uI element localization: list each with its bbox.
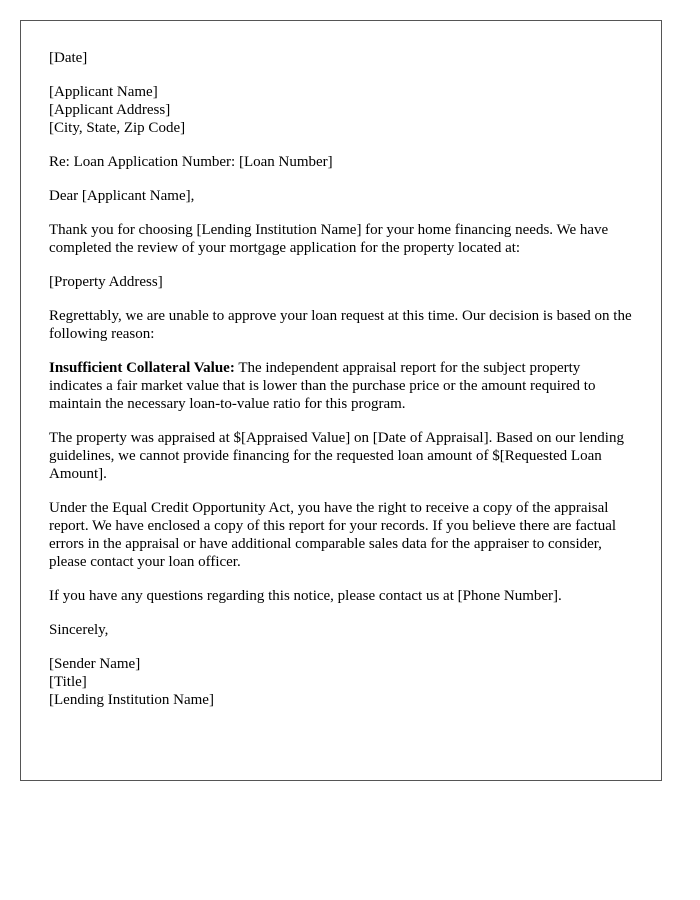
sender-title: [Title] <box>49 674 87 690</box>
sender-institution: [Lending Institution Name] <box>49 692 214 708</box>
reason-label: Insufficient Collateral Value: <box>49 360 235 376</box>
decision-paragraph: Regrettably, we are unable to approve your loan request at this time. Our decision is based on the following reason: <box>49 308 632 342</box>
recipient-address: [Applicant Address] <box>49 102 171 118</box>
property-address: [Property Address] <box>49 274 163 290</box>
reference-line: Re: Loan Application Number: [Loan Number] <box>49 154 333 170</box>
rights-paragraph: Under the Equal Credit Opportunity Act, you have the right to receive a copy of the appraisal report. We have enclosed a copy of this report for your records. If you believe there are factual errors in the appraisal or have additional comparable sales data for the appraiser to consider, please contact your loan officer. <box>49 500 617 570</box>
closing: Sincerely, <box>49 622 109 638</box>
appraisal-paragraph: The property was appraised at $[Appraised Value] on [Date of Appraisal]. Based on our lending guidelines, we cannot provide financing for the requested loan amount of $[Requested Loan Amount]. <box>49 430 624 482</box>
recipient-city-state-zip: [City, State, Zip Code] <box>49 120 186 136</box>
letter <box>20 20 662 781</box>
intro-paragraph: Thank you for choosing [Lending Institution Name] for your home financing needs. We have completed the review of your mortgage application for the property located at: <box>49 222 609 256</box>
recipient-block <box>49 83 632 137</box>
contact-paragraph: If you have any questions regarding this notice, please contact us at [Phone Number]. <box>49 588 562 604</box>
salutation: Dear [Applicant Name], <box>49 188 195 204</box>
recipient-name: [Applicant Name] <box>49 84 158 100</box>
signature-block <box>49 655 632 709</box>
reason-paragraph <box>49 359 632 413</box>
reason-text: The independent appraisal report for the subject property indicates a fair market value that is lower than the purchase price or the amount required to maintain the necessary loan-to-value ratio for this program. <box>49 360 596 412</box>
sender-name: [Sender Name] <box>49 656 141 672</box>
letter-date: [Date] <box>49 50 88 66</box>
